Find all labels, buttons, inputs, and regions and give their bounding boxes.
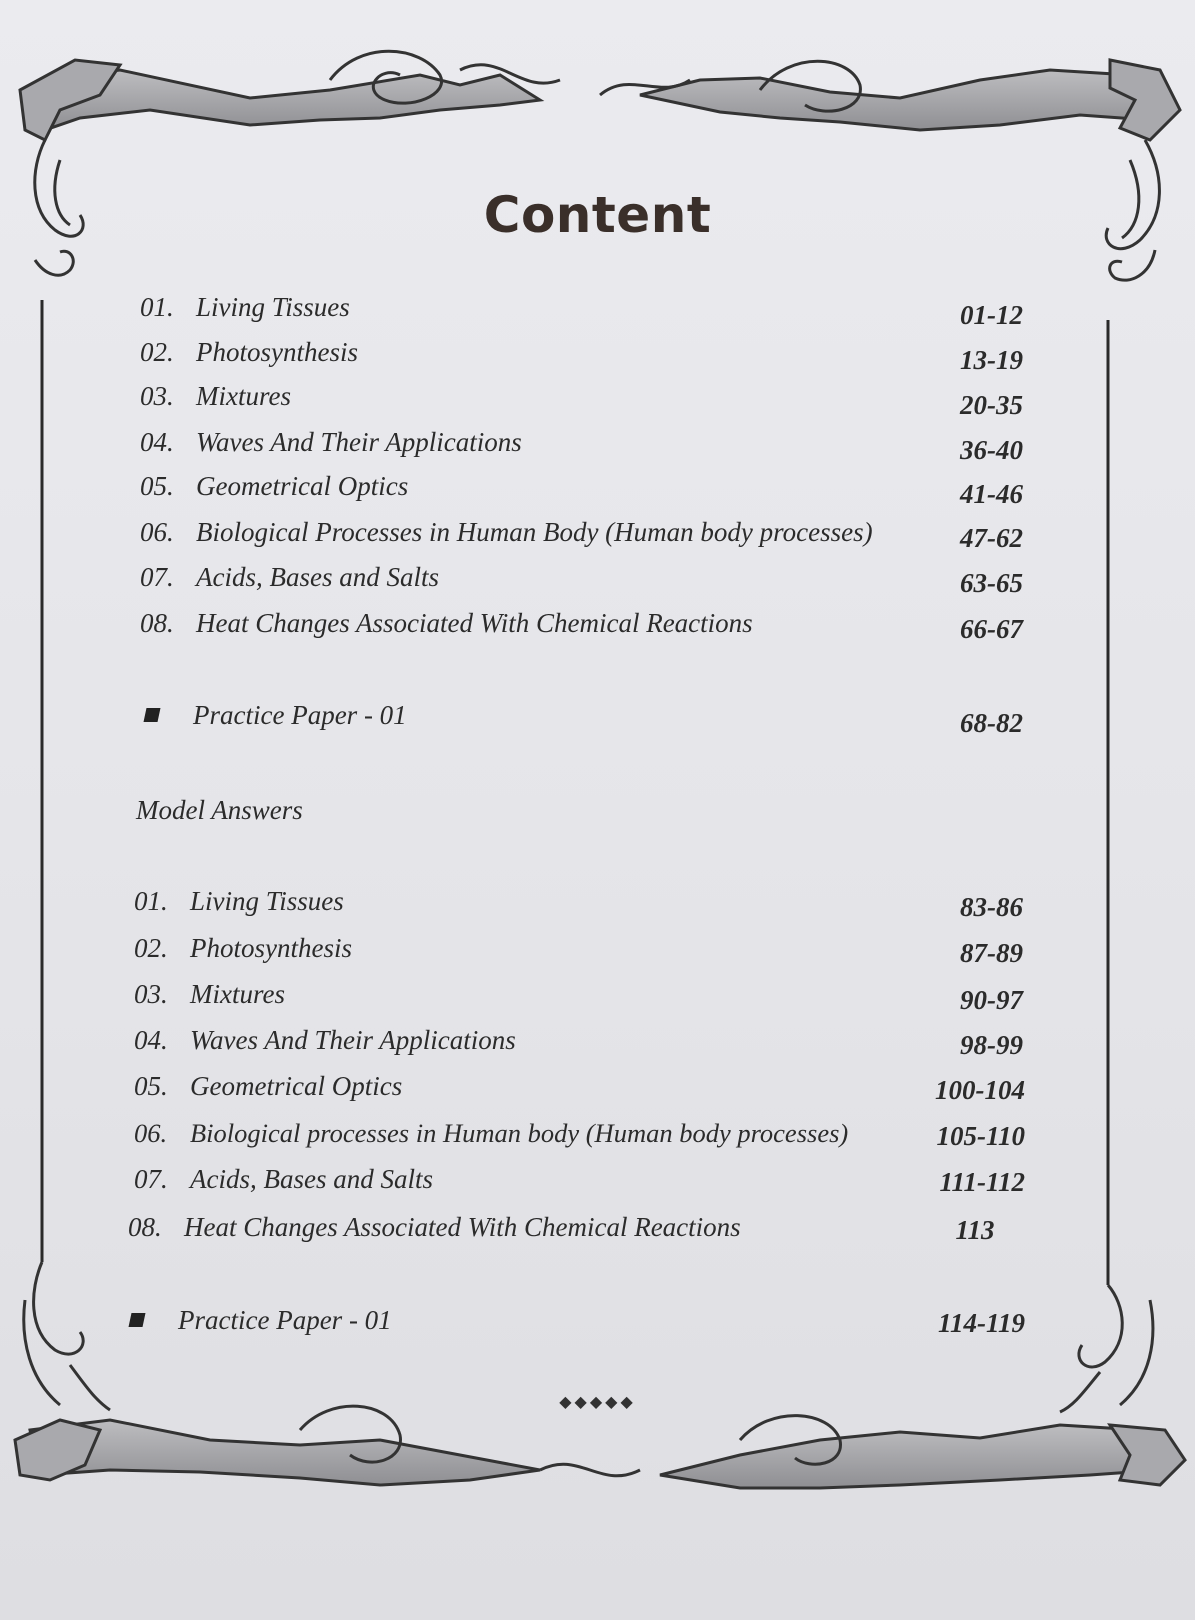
bottom-left-curl: [24, 1262, 110, 1410]
toc-entry-pages: 66-67: [960, 614, 1023, 644]
toc-entry-number: 08.: [140, 608, 174, 638]
answer-entry-1: [134, 881, 344, 921]
toc-entry-pages: 01-12: [960, 300, 1023, 330]
toc-entry-number: 02.: [134, 933, 168, 963]
toc-entry-number: 08.: [128, 1212, 162, 1242]
toc-entry-pages: 113: [955, 1215, 995, 1245]
toc-entry-pages: 83-86: [960, 892, 1023, 922]
toc-entry-number: 05.: [140, 471, 174, 501]
toc-entry-title: Waves And Their Applications: [196, 427, 522, 457]
toc-entry-number: 01.: [140, 292, 174, 322]
toc-entry-pages: 68-82: [960, 708, 1023, 738]
toc-entry-1: [140, 287, 350, 327]
toc-entry-pages: 100-104: [935, 1075, 1025, 1105]
toc-entry-number: 03.: [140, 381, 174, 411]
toc-entry-8: [140, 603, 753, 643]
toc-entry-2: [140, 332, 358, 372]
toc-practice-paper-1: [145, 695, 407, 735]
toc-entry-number: 06.: [134, 1118, 168, 1148]
toc-entry-title: Heat Changes Associated With Chemical Reactions: [196, 608, 753, 638]
toc-entry-number: 02.: [140, 337, 174, 367]
toc-entry-6: [140, 512, 873, 552]
toc-entry-7: [140, 557, 439, 597]
toc-entry-pages: 63-65: [960, 568, 1023, 598]
toc-entry-pages: 114-119: [937, 1308, 1025, 1338]
toc-entry-pages: 90-97: [960, 985, 1023, 1015]
toc-entry-pages: 36-40: [960, 435, 1023, 465]
model-answers-heading: Model Answers: [136, 795, 303, 825]
toc-entry-title: Mixtures: [196, 381, 291, 411]
toc-entry-pages: 41-46: [960, 479, 1023, 509]
toc-entry-title: Living Tissues: [196, 292, 350, 322]
toc-entry-title: Geometrical Optics: [190, 1071, 403, 1101]
toc-entry-pages: 111-112: [939, 1167, 1025, 1197]
toc-entry-pages: 105-110: [936, 1121, 1025, 1151]
toc-entry-pages: 20-35: [960, 390, 1023, 420]
toc-entry-title: Acids, Bases and Salts: [190, 1164, 433, 1194]
toc-entry-number: 07.: [140, 562, 174, 592]
end-ornament: ◆◆◆◆◆: [559, 1392, 636, 1411]
answer-entry-6: [134, 1113, 848, 1153]
toc-entry-title: Waves And Their Applications: [190, 1025, 516, 1055]
square-bullet-icon: [144, 708, 161, 722]
answer-entry-8: [128, 1207, 741, 1247]
square-bullet-icon: [129, 1313, 146, 1327]
toc-entry-title: Photosynthesis: [190, 933, 352, 963]
toc-entry-title: Photosynthesis: [196, 337, 358, 367]
toc-entry-number: 04.: [134, 1025, 168, 1055]
toc-entry-title: Geometrical Optics: [196, 471, 409, 501]
top-scroll-ornament: [20, 51, 1180, 140]
toc-entry-number: 03.: [134, 979, 168, 1009]
toc-entry-pages: 47-62: [960, 523, 1023, 553]
toc-entry-5: [140, 466, 408, 506]
answer-entry-5: [134, 1066, 402, 1106]
toc-entry-title: Biological Processes in Human Body (Human body processes): [196, 517, 873, 547]
toc-entry-3: [140, 376, 291, 416]
bottom-scroll-ornament: [15, 1406, 1185, 1488]
toc-entry-pages: 98-99: [960, 1030, 1023, 1060]
toc-entry-number: 04.: [140, 427, 174, 457]
toc-entry-title: Biological processes in Human body (Human body processes): [190, 1118, 849, 1148]
toc-entry-title: Acids, Bases and Salts: [196, 562, 439, 592]
toc-entry-number: 01.: [134, 886, 168, 916]
answer-entry-4: [134, 1020, 516, 1060]
page-title: Content: [483, 186, 712, 244]
toc-entry-title: Heat Changes Associated With Chemical Reactions: [184, 1212, 741, 1242]
toc-entry-title: Living Tissues: [190, 886, 344, 916]
answer-entry-2: [134, 928, 352, 968]
answer-entry-7: [134, 1159, 433, 1199]
toc-entry-title: Practice Paper - 01: [193, 700, 407, 730]
toc-entry-number: 07.: [134, 1164, 168, 1194]
toc-entry-number: 06.: [140, 517, 174, 547]
toc-entry-title: Practice Paper - 01: [178, 1305, 392, 1335]
toc-entry-number: 05.: [134, 1071, 168, 1101]
toc-entry-pages: 87-89: [960, 938, 1023, 968]
toc-entry-4: [140, 422, 522, 462]
toc-entry-pages: 13-19: [960, 345, 1023, 375]
toc-entry-title: Mixtures: [190, 979, 285, 1009]
answer-entry-3: [134, 974, 285, 1014]
answer-practice-paper-1: [130, 1300, 392, 1340]
